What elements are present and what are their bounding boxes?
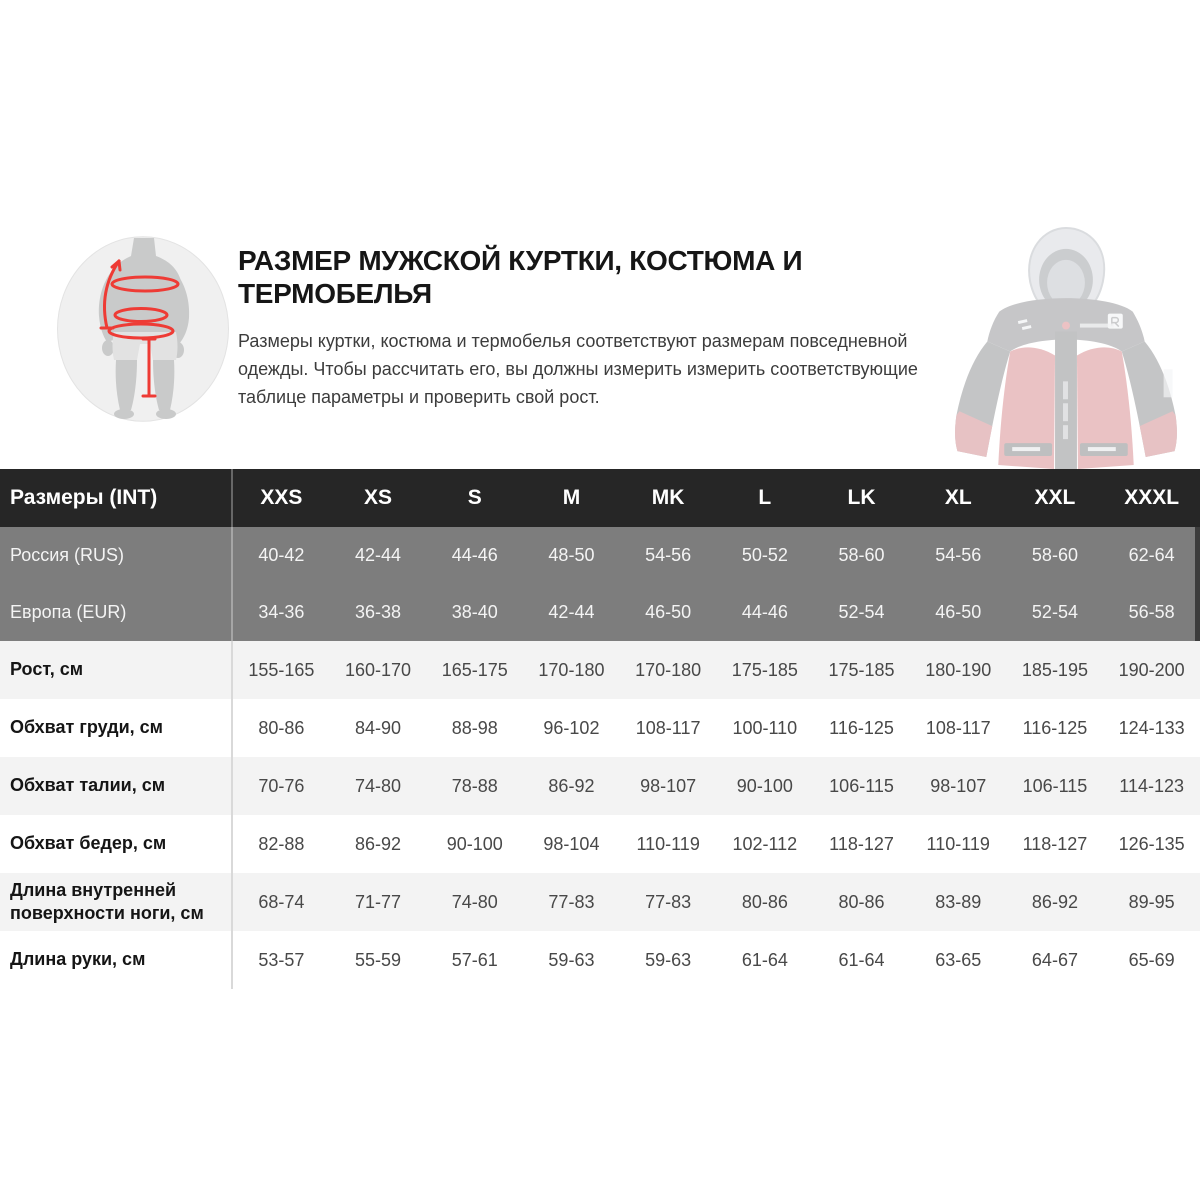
value-cell: 50-52	[741, 545, 788, 565]
value-cell: 102-112	[732, 833, 798, 854]
row-label: Европа (EUR)	[0, 584, 233, 641]
row-label: Обхват бедер, см	[0, 815, 233, 873]
value-cell: 116-125	[1022, 717, 1088, 738]
value-cell: 84-90	[355, 717, 402, 738]
value-cell: 42-44	[355, 545, 402, 565]
value-cell: 80-86	[258, 717, 305, 738]
size-column-header: XXS	[260, 486, 303, 509]
value-cell: 74-80	[355, 775, 402, 796]
size-table	[0, 469, 1200, 989]
value-cell: 114-123	[1119, 775, 1184, 796]
row-label: Обхват талии, см	[0, 757, 233, 815]
row-height	[0, 641, 1200, 699]
size-column-header: S	[467, 486, 482, 509]
value-cell: 89-95	[1128, 891, 1175, 912]
value-cell: 52-54	[838, 602, 885, 622]
value-cell: 83-89	[935, 891, 982, 912]
value-cell: 106-115	[1022, 775, 1088, 796]
value-cell: 65-69	[1128, 949, 1175, 970]
value-cell: 36-38	[355, 602, 402, 622]
value-cell: 80-86	[838, 891, 885, 912]
row-label: Длина руки, см	[0, 931, 233, 989]
value-cell: 74-80	[451, 891, 498, 912]
value-cell: 160-170	[345, 659, 412, 680]
header-row	[0, 469, 1200, 527]
value-cell: 62-64	[1128, 545, 1175, 565]
value-cell: 57-61	[451, 949, 498, 970]
value-cell: 42-44	[548, 602, 595, 622]
value-cell: 56-58	[1128, 602, 1175, 622]
size-column-header: LK	[847, 486, 876, 509]
value-cell: 106-115	[829, 775, 894, 796]
value-cell: 124-133	[1118, 717, 1185, 738]
value-cell: 118-127	[829, 833, 894, 854]
value-cell: 54-56	[935, 545, 982, 565]
value-cell: 118-127	[1022, 833, 1088, 854]
size-column-header: XXL	[1034, 486, 1076, 509]
size-column-header: MK	[651, 486, 685, 509]
value-cell: 180-190	[925, 659, 992, 680]
value-cell: 110-119	[636, 833, 700, 854]
value-cell: 98-107	[930, 775, 987, 796]
value-cell: 53-57	[258, 949, 305, 970]
value-cell: 61-64	[838, 949, 885, 970]
value-cell: 155-165	[248, 659, 315, 680]
value-cell: 46-50	[935, 602, 982, 622]
value-cell: 190-200	[1118, 659, 1185, 680]
value-cell: 68-74	[258, 891, 305, 912]
size-column-header: M	[562, 486, 581, 509]
value-cell: 78-88	[451, 775, 498, 796]
value-cell: 86-92	[355, 833, 402, 854]
value-cell: 126-135	[1118, 833, 1185, 854]
value-cell: 165-175	[441, 659, 508, 680]
value-cell: 54-56	[645, 545, 692, 565]
value-cell: 38-40	[451, 602, 498, 622]
jacket-photo	[942, 220, 1188, 469]
page-title: РАЗМЕР МУЖСКОЙ КУРТКИ, КОСТЮМА И ТЕРМОБЕЛЬЯ	[238, 245, 803, 309]
value-cell: 98-104	[543, 833, 600, 854]
intro	[238, 244, 940, 411]
row-russia	[0, 527, 1200, 584]
value-cell: 71-77	[355, 891, 402, 912]
size-column-header: XXXL	[1124, 486, 1180, 509]
value-cell: 64-67	[1031, 949, 1078, 970]
value-cell: 52-54	[1031, 602, 1078, 622]
value-cell: 70-76	[258, 775, 305, 796]
value-cell: 96-102	[543, 717, 600, 738]
value-cell: 59-63	[548, 949, 595, 970]
value-cell: 58-60	[1031, 545, 1078, 565]
value-cell: 86-92	[1031, 891, 1078, 912]
jacket-illustration	[955, 228, 1177, 469]
row-label: Россия (RUS)	[0, 527, 233, 584]
value-cell: 59-63	[645, 949, 692, 970]
body-measurements-icon	[57, 236, 230, 422]
value-cell: 108-117	[925, 717, 991, 738]
size-column-header: XL	[944, 486, 972, 509]
value-cell: 110-119	[926, 833, 990, 854]
value-cell: 90-100	[446, 833, 503, 854]
size-column-header: L	[758, 486, 772, 509]
value-cell: 90-100	[736, 775, 793, 796]
value-cell: 61-64	[741, 949, 788, 970]
value-cell: 46-50	[645, 602, 692, 622]
corner-label: Размеры (INT)	[0, 469, 233, 527]
value-cell: 116-125	[829, 717, 894, 738]
value-cell: 58-60	[838, 545, 885, 565]
value-cell: 88-98	[451, 717, 498, 738]
value-cell: 175-185	[731, 659, 798, 680]
value-cell: 100-110	[732, 717, 798, 738]
value-cell: 55-59	[355, 949, 402, 970]
row-label: Рост, см	[0, 641, 233, 699]
value-cell: 34-36	[258, 602, 305, 622]
page-description: Размеры куртки, костюма и термобелья соответствуют размерам повседневной одежды. Чтобы рассчитать его, вы должны измерить измерить соответствующие таблице параметры и проверить свой рост.	[238, 331, 918, 407]
value-cell: 86-92	[548, 775, 595, 796]
value-cell: 185-195	[1021, 659, 1088, 680]
value-cell: 44-46	[741, 602, 788, 622]
value-cell: 98-107	[640, 775, 697, 796]
value-cell: 63-65	[935, 949, 982, 970]
row-inseam	[0, 873, 1200, 931]
row-europe	[0, 584, 1200, 641]
row-label: Длина внутренней поверхности ноги, см	[0, 873, 233, 931]
value-cell: 80-86	[741, 891, 788, 912]
size-column-header: XS	[364, 486, 393, 509]
value-cell: 77-83	[645, 891, 692, 912]
value-cell: 175-185	[828, 659, 895, 680]
value-cell: 82-88	[258, 833, 305, 854]
value-cell: 44-46	[451, 545, 498, 565]
value-cell: 77-83	[548, 891, 595, 912]
row-arm	[0, 931, 1200, 989]
value-cell: 40-42	[258, 545, 305, 565]
row-waist	[0, 757, 1200, 815]
row-label: Обхват груди, см	[0, 699, 233, 757]
value-cell: 108-117	[635, 717, 701, 738]
row-chest	[0, 699, 1200, 757]
value-cell: 170-180	[635, 659, 702, 680]
value-cell: 48-50	[548, 545, 595, 565]
row-hips	[0, 815, 1200, 873]
value-cell: 170-180	[538, 659, 605, 680]
